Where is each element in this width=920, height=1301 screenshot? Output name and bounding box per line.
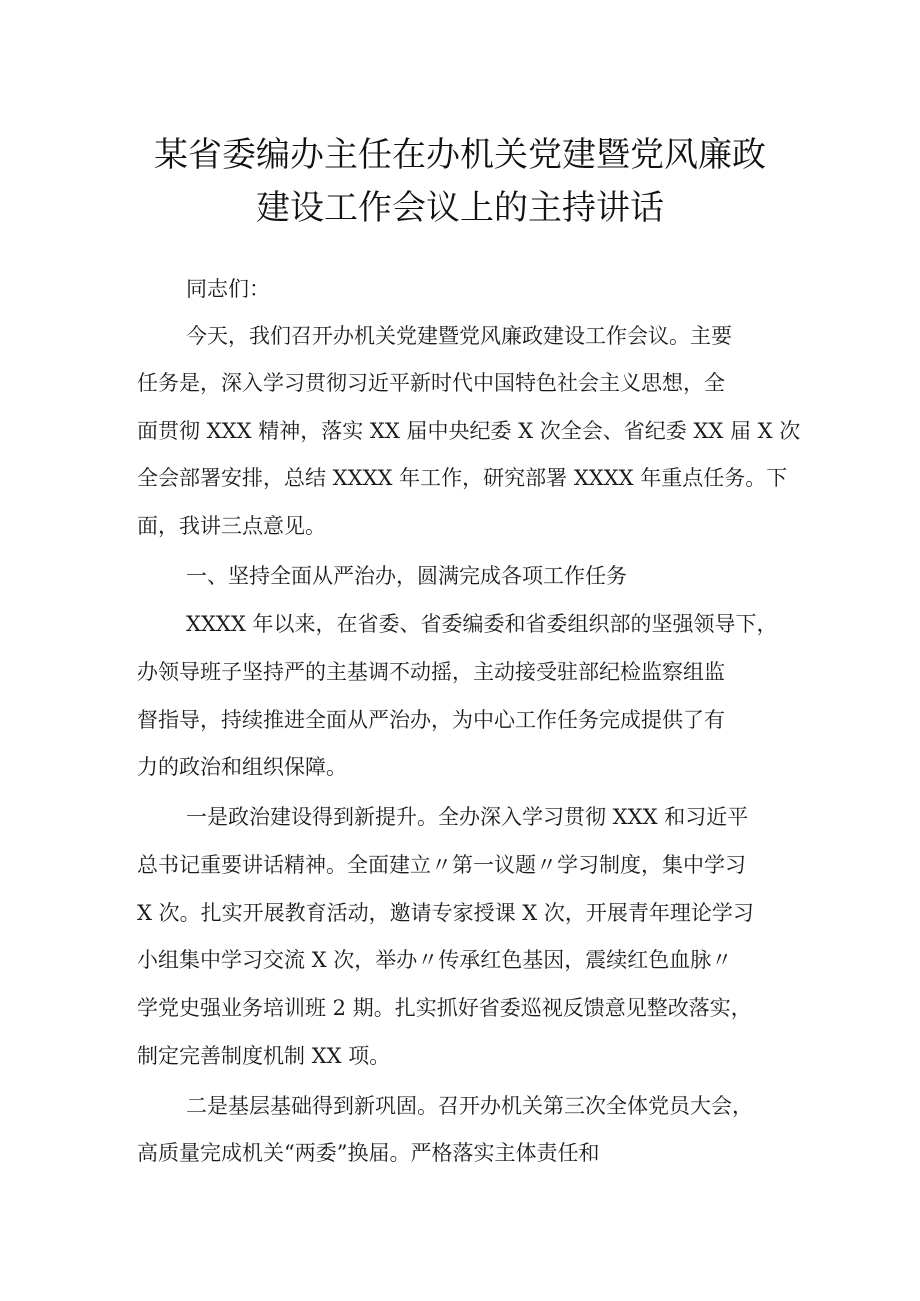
paragraph-line: X 次。扎实开展教育活动，邀请专家授课 X 次，开展青年理论学习: [137, 901, 754, 925]
section-heading: 一、坚持全面从严治办，圆满完成各项工作任务: [186, 564, 627, 588]
document-title-line-1: 某省委编办主任在办机关党建暨党风廉政: [154, 135, 766, 175]
salutation: 同志们：: [186, 277, 270, 301]
paragraph-line: 督指导，持续推进全面从严治办，为中心工作任务完成提供了有: [137, 708, 725, 732]
paragraph-line: 面，我讲三点意见。: [137, 514, 326, 538]
paragraph-line: 总书记重要讲话精神。全面建立〃第一议题〃学习制度，集中学习: [137, 853, 746, 877]
paragraph-line: 小组集中学习交流 X 次，举办〃传承红色基因，震续红色血脉〃: [137, 948, 733, 972]
paragraph-line: 面贯彻 XXX 精神，落实 XX 届中央纪委 X 次全会、省纪委 XX 届 X 次: [137, 419, 801, 443]
document-title-line-2: 建设工作会议上的主持讲话: [256, 188, 664, 228]
paragraph-line: 力的政治和组织保障。: [137, 755, 347, 779]
paragraph-line: 一是政治建设得到新提升。全办深入学习贯彻 XXX 和习近平: [186, 805, 749, 829]
paragraph-line: 高质量完成机关“两委”换届。严格落实主体责任和: [137, 1141, 600, 1165]
paragraph-line: 办领导班子坚持严的主基调不动摇，主动接受驻部纪检监察组监: [137, 660, 725, 684]
paragraph-line: 二是基层基础得到新巩固。召开办机关第三次全体党员大会，: [186, 1094, 753, 1118]
paragraph-line: XXXX 年以来，在省委、省委编委和省委组织部的坚强领导下，: [186, 612, 778, 636]
paragraph-line: 今天，我们召开办机关党建暨党风廉政建设工作会议。主要: [186, 324, 732, 348]
paragraph-line: 全会部署安排，总结 XXXX 年工作，研究部署 XXXX 年重点任务。下: [137, 466, 788, 490]
paragraph-line: 任务是，深入学习贯彻习近平新时代中国特色社会主义思想，全: [137, 371, 725, 395]
paragraph-line: 学党史强业务培训班 2 期。扎实抓好省委巡视反馈意见整改落实，: [137, 996, 752, 1020]
paragraph-line: 制定完善制度机制 XX 项。: [137, 1044, 391, 1068]
